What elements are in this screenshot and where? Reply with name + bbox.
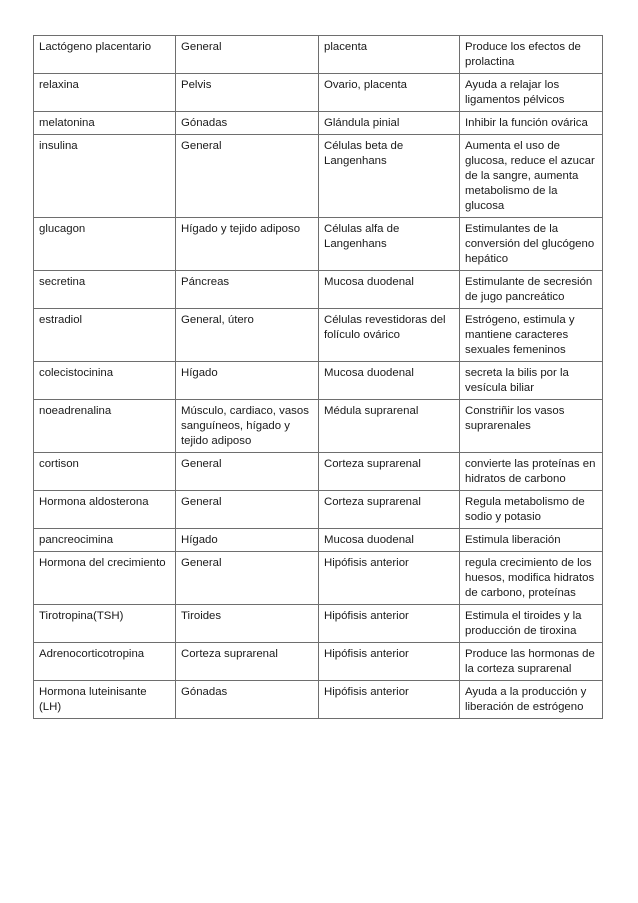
hormone-cell: insulina: [34, 135, 176, 218]
table-row: [34, 112, 603, 135]
table-row: [34, 491, 603, 529]
target-cell: Hígado: [176, 362, 319, 400]
effect-cell: Estrógeno, estimula y mantiene caracteres sexuales femeninos: [460, 309, 603, 362]
table-row: [34, 400, 603, 453]
table-row: [34, 271, 603, 309]
hormone-cell: secretina: [34, 271, 176, 309]
gland-cell: placenta: [319, 36, 460, 74]
gland-cell: Ovario, placenta: [319, 74, 460, 112]
gland-cell: Mucosa duodenal: [319, 271, 460, 309]
target-cell: Páncreas: [176, 271, 319, 309]
effect-cell: Estimula liberación: [460, 529, 603, 552]
table-row: [34, 36, 603, 74]
hormone-cell: Adrenocorticotropina: [34, 643, 176, 681]
gland-cell: Células alfa de Langenhans: [319, 218, 460, 271]
effect-cell: Inhibir la función ovárica: [460, 112, 603, 135]
hormone-cell: estradiol: [34, 309, 176, 362]
hormone-cell: cortison: [34, 453, 176, 491]
table-row: [34, 309, 603, 362]
target-cell: General: [176, 552, 319, 605]
gland-cell: Corteza suprarenal: [319, 453, 460, 491]
hormone-cell: colecistocinina: [34, 362, 176, 400]
target-cell: Tiroides: [176, 605, 319, 643]
effect-cell: Constriñir los vasos suprarenales: [460, 400, 603, 453]
hormone-cell: noeadrenalina: [34, 400, 176, 453]
gland-cell: Médula suprarenal: [319, 400, 460, 453]
hormone-table: [33, 35, 603, 719]
hormone-cell: Tirotropina(TSH): [34, 605, 176, 643]
target-cell: General: [176, 36, 319, 74]
effect-cell: Regula metabolismo de sodio y potasio: [460, 491, 603, 529]
table-row: [34, 218, 603, 271]
effect-cell: Aumenta el uso de glucosa, reduce el azucar de la sangre, aumenta metabolismo de la glucosa: [460, 135, 603, 218]
target-cell: General: [176, 135, 319, 218]
gland-cell: Hipófisis anterior: [319, 681, 460, 719]
gland-cell: Células beta de Langenhans: [319, 135, 460, 218]
gland-cell: Células revestidoras del folículo ovárico: [319, 309, 460, 362]
target-cell: Gónadas: [176, 681, 319, 719]
table-row: [34, 362, 603, 400]
effect-cell: Produce las hormonas de la corteza suprarenal: [460, 643, 603, 681]
hormone-cell: relaxina: [34, 74, 176, 112]
effect-cell: Estimulante de secresión de jugo pancreático: [460, 271, 603, 309]
target-cell: General, útero: [176, 309, 319, 362]
gland-cell: Glándula pinial: [319, 112, 460, 135]
gland-cell: Mucosa duodenal: [319, 529, 460, 552]
hormone-cell: Hormona luteinisante (LH): [34, 681, 176, 719]
effect-cell: Ayuda a la producción y liberación de estrógeno: [460, 681, 603, 719]
effect-cell: Estimula el tiroides y la producción de tiroxina: [460, 605, 603, 643]
target-cell: Hígado: [176, 529, 319, 552]
table-row: [34, 453, 603, 491]
gland-cell: Corteza suprarenal: [319, 491, 460, 529]
effect-cell: Ayuda a relajar los ligamentos pélvicos: [460, 74, 603, 112]
table-row: [34, 529, 603, 552]
hormone-cell: glucagon: [34, 218, 176, 271]
gland-cell: Mucosa duodenal: [319, 362, 460, 400]
hormone-cell: Hormona aldosterona: [34, 491, 176, 529]
target-cell: General: [176, 453, 319, 491]
target-cell: Músculo, cardiaco, vasos sanguíneos, hígado y tejido adiposo: [176, 400, 319, 453]
hormone-cell: pancreocimina: [34, 529, 176, 552]
target-cell: General: [176, 491, 319, 529]
gland-cell: Hipófisis anterior: [319, 605, 460, 643]
effect-cell: secreta la bilis por la vesícula biliar: [460, 362, 603, 400]
effect-cell: Produce los efectos de prolactina: [460, 36, 603, 74]
table-body: [34, 36, 603, 719]
table-row: [34, 135, 603, 218]
gland-cell: Hipófisis anterior: [319, 552, 460, 605]
table-row: [34, 681, 603, 719]
hormone-cell: Hormona del crecimiento: [34, 552, 176, 605]
table-row: [34, 74, 603, 112]
target-cell: Corteza suprarenal: [176, 643, 319, 681]
effect-cell: Estimulantes de la conversión del glucógeno hepático: [460, 218, 603, 271]
effect-cell: regula crecimiento de los huesos, modifica hidratos de carbono, proteínas: [460, 552, 603, 605]
table-row: [34, 552, 603, 605]
hormone-cell: melatonina: [34, 112, 176, 135]
effect-cell: convierte las proteínas en hidratos de carbono: [460, 453, 603, 491]
target-cell: Hígado y tejido adiposo: [176, 218, 319, 271]
target-cell: Pelvis: [176, 74, 319, 112]
table-row: [34, 605, 603, 643]
target-cell: Gónadas: [176, 112, 319, 135]
hormone-cell: Lactógeno placentario: [34, 36, 176, 74]
table-row: [34, 643, 603, 681]
gland-cell: Hipófisis anterior: [319, 643, 460, 681]
